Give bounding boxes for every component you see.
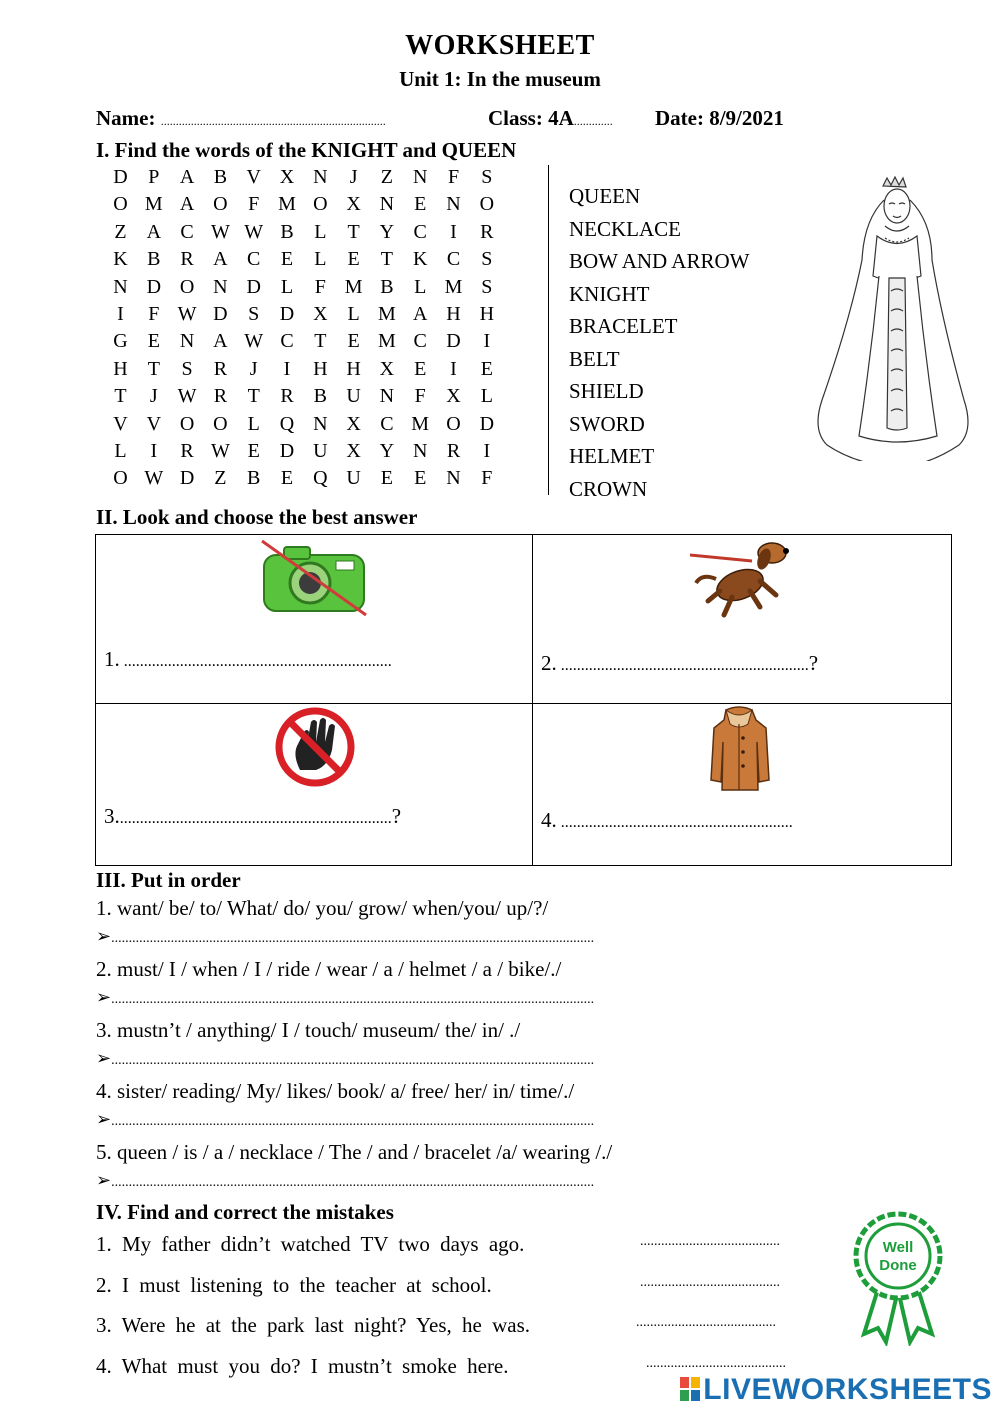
grid-letter[interactable]: T bbox=[247, 385, 260, 408]
grid-letter[interactable]: E bbox=[280, 248, 294, 271]
grid-letter[interactable]: A bbox=[146, 220, 162, 243]
grid-letter[interactable]: E bbox=[414, 357, 427, 380]
word-list-item: NECKLACE bbox=[569, 216, 681, 241]
grid-letter[interactable]: L bbox=[114, 440, 127, 462]
grid-letter[interactable]: N bbox=[179, 330, 195, 353]
grid-letter[interactable]: Y bbox=[379, 220, 395, 243]
grid-letter[interactable]: C bbox=[380, 412, 394, 435]
grid-letter[interactable]: S bbox=[481, 275, 493, 298]
answer-dots: .......................................................................................................................................... bbox=[111, 1175, 595, 1190]
grid-letter[interactable]: X bbox=[279, 166, 295, 188]
class-label: Class: 4A bbox=[488, 106, 574, 130]
grid-letter[interactable]: W bbox=[177, 385, 197, 408]
coat-icon bbox=[708, 704, 770, 794]
grid-letter[interactable]: K bbox=[113, 248, 128, 271]
grid-letter[interactable]: M bbox=[377, 330, 396, 353]
class-line bbox=[488, 106, 613, 131]
date-label: Date: 8/9/2021 bbox=[655, 106, 784, 130]
word-list-item: BOW AND ARROW bbox=[569, 249, 750, 273]
grid-letter[interactable]: O bbox=[179, 412, 195, 435]
grid-letter[interactable]: S bbox=[481, 166, 493, 188]
grid-letter[interactable]: N bbox=[412, 440, 428, 462]
grid-letter[interactable]: I bbox=[450, 357, 457, 380]
grid-letter[interactable]: O bbox=[213, 412, 228, 435]
grid-letter[interactable]: B bbox=[280, 220, 294, 243]
grid-letter[interactable]: M bbox=[278, 193, 296, 216]
well-done-badge bbox=[848, 1210, 948, 1346]
no-camera-icon bbox=[258, 537, 370, 617]
answer-dots: .......................................................................................................................................... bbox=[111, 931, 595, 946]
question-1[interactable]: 1. ................................................................... bbox=[104, 647, 392, 671]
grid-letter[interactable]: L bbox=[414, 275, 427, 298]
grid-letter[interactable]: F bbox=[447, 166, 460, 188]
grid-letter[interactable]: O bbox=[213, 193, 228, 216]
dog-icon bbox=[690, 535, 800, 623]
grid-letter[interactable]: M bbox=[144, 193, 163, 216]
grid-letter[interactable]: E bbox=[347, 330, 360, 353]
word-list-item: BELT bbox=[569, 346, 620, 371]
mistake-sentence: 3. Were he at the park last night? Yes, he was. bbox=[96, 1313, 530, 1337]
grid-letter[interactable]: S bbox=[481, 248, 493, 271]
grid-letter[interactable]: M bbox=[344, 275, 363, 298]
grid-letter[interactable]: N bbox=[113, 275, 128, 298]
grid-letter[interactable]: I bbox=[150, 440, 158, 462]
order-answer-line[interactable] bbox=[96, 987, 594, 1008]
grid-letter[interactable]: I bbox=[483, 440, 491, 462]
name-field[interactable]: ........................................................................... bbox=[160, 114, 386, 128]
grid-letter[interactable]: B bbox=[313, 385, 327, 408]
class-dots: ............. bbox=[573, 114, 613, 128]
word-list-item: SWORD bbox=[569, 411, 645, 436]
grid-letter[interactable]: L bbox=[480, 385, 493, 408]
grid-letter[interactable]: D bbox=[446, 330, 461, 353]
grid-letter[interactable]: Z bbox=[114, 220, 127, 243]
order-answer-line[interactable] bbox=[96, 926, 594, 947]
order-answer-line[interactable] bbox=[96, 1109, 594, 1130]
grid-letter[interactable]: H bbox=[479, 303, 495, 325]
grid-letter[interactable]: D bbox=[279, 440, 295, 462]
section3-heading: III. Put in order bbox=[96, 868, 241, 892]
grid-letter[interactable]: N bbox=[446, 193, 461, 216]
answer-dots: .......................................................................................................................................... bbox=[111, 1053, 595, 1068]
grid-letter[interactable]: N bbox=[379, 193, 395, 216]
word-list-item: BRACELET bbox=[569, 314, 678, 338]
grid-letter[interactable]: A bbox=[213, 330, 228, 353]
grid-letter[interactable]: O bbox=[179, 275, 195, 298]
order-question: 5. queen / is / a / necklace / The / and / bracelet /a/ wearing /./ bbox=[96, 1140, 613, 1164]
arrow-icon: ➢ bbox=[96, 1109, 112, 1129]
grid-letter[interactable]: O bbox=[113, 193, 128, 216]
grid-letter[interactable]: D bbox=[179, 467, 195, 490]
order-answer-line[interactable] bbox=[96, 1170, 594, 1191]
grid-letter[interactable]: B bbox=[213, 166, 228, 188]
grid-letter[interactable]: D bbox=[479, 412, 495, 435]
answer-dots: .......................................................................................................................................... bbox=[111, 992, 595, 1007]
grid-letter[interactable]: C bbox=[247, 248, 261, 271]
grid-letter[interactable]: H bbox=[113, 357, 128, 380]
order-question: 4. sister/ reading/ My/ likes/ book/ a/ free/ her/ in/ time/./ bbox=[96, 1079, 575, 1103]
grid-letter[interactable]: J bbox=[249, 357, 258, 380]
grid-letter[interactable]: V bbox=[146, 412, 162, 435]
no-touch-icon bbox=[274, 706, 356, 788]
order-question: 3. mustn’t / anything/ I / touch/ museum/ the/ in/ ./ bbox=[96, 1018, 521, 1042]
grid-letter[interactable]: E bbox=[347, 248, 360, 271]
grid-letter[interactable]: O bbox=[446, 412, 461, 435]
section4-heading: IV. Find and correct the mistakes bbox=[96, 1200, 394, 1224]
grid-letter[interactable]: A bbox=[412, 303, 428, 325]
correction-field[interactable]: ........................................ bbox=[636, 1315, 776, 1330]
grid-letter[interactable]: C bbox=[280, 330, 294, 353]
grid-letter[interactable]: D bbox=[279, 303, 295, 325]
grid-letter[interactable]: E bbox=[247, 440, 260, 462]
name-line bbox=[96, 106, 386, 131]
grid-letter[interactable]: T bbox=[380, 248, 393, 271]
section1-heading: I. Find the words of the KNIGHT and QUEEN bbox=[96, 138, 517, 162]
order-question: 2. must/ I / when / I / ride / wear / a / helmet / a / bike/./ bbox=[96, 957, 562, 981]
word-list-item: HELMET bbox=[569, 444, 655, 468]
grid-letter[interactable]: U bbox=[313, 440, 328, 462]
grid-letter[interactable]: E bbox=[147, 330, 160, 353]
correction-field[interactable]: ........................................ bbox=[646, 1355, 786, 1371]
queen-illustration bbox=[805, 176, 980, 461]
grid-letter[interactable]: W bbox=[210, 440, 230, 462]
grid-letter[interactable]: H bbox=[346, 357, 361, 380]
answer-dots: .......................................................................................................................................... bbox=[111, 1114, 595, 1129]
arrow-icon: ➢ bbox=[96, 926, 112, 946]
arrow-icon: ➢ bbox=[96, 1048, 112, 1068]
grid-letter[interactable]: D bbox=[213, 303, 228, 325]
arrow-icon: ➢ bbox=[96, 1170, 112, 1190]
answer-box-1 bbox=[95, 534, 533, 704]
grid-letter[interactable]: X bbox=[446, 385, 461, 408]
grid-letter[interactable]: M bbox=[377, 303, 396, 325]
grid-letter[interactable]: V bbox=[246, 166, 261, 188]
grid-letter[interactable]: O bbox=[313, 193, 328, 216]
grid-letter[interactable]: L bbox=[314, 220, 327, 243]
grid-letter[interactable]: B bbox=[247, 467, 261, 490]
grid-letter[interactable]: W bbox=[210, 220, 230, 243]
answer-box-4 bbox=[532, 703, 952, 866]
grid-letter[interactable]: R bbox=[180, 440, 194, 462]
arrow-icon: ➢ bbox=[96, 987, 112, 1007]
grid-letter[interactable]: D bbox=[246, 275, 261, 298]
question-2[interactable]: 2. ..............................................................? bbox=[541, 651, 819, 675]
grid-letter[interactable]: X bbox=[346, 193, 361, 216]
grid-letter[interactable]: L bbox=[314, 248, 327, 271]
grid-letter[interactable]: I bbox=[117, 303, 124, 325]
grid-letter[interactable]: H bbox=[313, 357, 328, 380]
question-4[interactable]: 4. .......................................................... bbox=[541, 808, 793, 832]
grid-letter[interactable]: K bbox=[412, 248, 428, 271]
answer-box-2 bbox=[532, 534, 952, 704]
grid-letter[interactable]: S bbox=[181, 357, 193, 380]
grid-letter[interactable]: R bbox=[280, 385, 294, 408]
grid-letter[interactable]: W bbox=[144, 467, 164, 490]
word-list-item: QUEEN bbox=[569, 184, 641, 208]
grid-letter[interactable]: T bbox=[347, 220, 360, 243]
grid-letter[interactable]: V bbox=[113, 412, 128, 435]
word-list-item: SHIELD bbox=[569, 379, 644, 403]
grid-letter[interactable]: X bbox=[379, 357, 395, 380]
grid-letter[interactable]: W bbox=[244, 330, 264, 353]
logo-text: LIVEWORKSHEETS bbox=[703, 1373, 992, 1406]
grid-letter[interactable]: F bbox=[481, 467, 493, 490]
grid-letter[interactable]: N bbox=[412, 166, 428, 188]
correction-field[interactable]: ........................................ bbox=[640, 1274, 780, 1290]
grid-letter[interactable]: A bbox=[213, 248, 228, 271]
grid-letter[interactable]: L bbox=[347, 303, 360, 325]
mistake-sentence: 4. What must you do? I mustn’t smoke here. bbox=[96, 1353, 509, 1378]
grid-letter[interactable]: S bbox=[248, 303, 260, 325]
grid-letter[interactable]: R bbox=[213, 385, 228, 408]
grid-letter[interactable]: N bbox=[379, 385, 395, 408]
grid-letter[interactable]: R bbox=[480, 220, 494, 243]
grid-letter[interactable]: D bbox=[146, 275, 162, 298]
grid-letter[interactable]: I bbox=[483, 330, 491, 353]
grid-letter[interactable]: L bbox=[280, 275, 294, 298]
grid-letter[interactable]: N bbox=[313, 412, 328, 435]
grid-letter[interactable]: Q bbox=[279, 412, 295, 435]
grid-letter[interactable]: O bbox=[113, 467, 128, 490]
grid-letter[interactable]: I bbox=[450, 220, 457, 243]
grid-letter[interactable]: C bbox=[413, 330, 427, 353]
grid-letter[interactable]: M bbox=[444, 275, 463, 298]
grid-letter[interactable]: Y bbox=[379, 440, 395, 462]
grid-letter[interactable]: X bbox=[346, 412, 361, 435]
grid-letter[interactable]: U bbox=[346, 385, 361, 408]
grid-letter[interactable]: E bbox=[280, 467, 294, 490]
grid-letter[interactable]: I bbox=[283, 357, 291, 380]
grid-letter[interactable]: B bbox=[380, 275, 394, 298]
liveworksheets-logo[interactable] bbox=[680, 1373, 992, 1407]
grid-letter[interactable]: R bbox=[446, 440, 461, 462]
grid-letter[interactable]: E bbox=[414, 467, 427, 490]
grid-letter[interactable]: L bbox=[247, 412, 260, 435]
grid-letter[interactable]: E bbox=[480, 357, 493, 380]
order-answer-line[interactable] bbox=[96, 1048, 594, 1069]
grid-letter[interactable]: C bbox=[180, 220, 194, 243]
grid-letter[interactable]: R bbox=[180, 248, 194, 271]
section2-heading: II. Look and choose the best answer bbox=[96, 505, 418, 529]
grid-letter[interactable]: Z bbox=[380, 166, 393, 188]
grid-letter[interactable]: H bbox=[446, 303, 461, 325]
grid-letter[interactable]: F bbox=[314, 275, 326, 298]
grid-letter[interactable]: W bbox=[177, 303, 197, 325]
grid-letter[interactable]: F bbox=[148, 303, 160, 325]
grid-letter[interactable]: N bbox=[446, 467, 461, 490]
grid-letter[interactable]: Q bbox=[313, 467, 328, 490]
grid-letter[interactable]: X bbox=[346, 440, 361, 462]
worksheet-title: WORKSHEET bbox=[405, 30, 595, 61]
grid-letter[interactable]: E bbox=[380, 467, 393, 490]
grid-letter[interactable]: E bbox=[414, 193, 427, 216]
grid-letter[interactable]: O bbox=[479, 193, 495, 216]
correction-field[interactable]: ........................................ bbox=[640, 1234, 780, 1249]
grid-letter[interactable]: Z bbox=[214, 467, 227, 490]
grid-letter[interactable]: W bbox=[244, 220, 264, 243]
word-list-item: KNIGHT bbox=[569, 281, 650, 306]
grid-letter[interactable]: F bbox=[248, 193, 260, 216]
word-list-item: CROWN bbox=[569, 476, 648, 501]
badge-line1: Well bbox=[882, 1239, 914, 1256]
grid-letter[interactable]: R bbox=[213, 357, 228, 380]
grid-letter[interactable]: A bbox=[179, 193, 195, 216]
question-3[interactable]: 3.....................................................................? bbox=[104, 804, 402, 828]
mistake-sentence: 1. My father didn’t watched TV two days ago. bbox=[96, 1232, 525, 1256]
badge-line2: Done bbox=[879, 1257, 917, 1274]
grid-letter[interactable]: F bbox=[414, 385, 426, 408]
logo-mark-icon bbox=[680, 1375, 700, 1399]
worksheet-subtitle: Unit 1: In the museum bbox=[399, 67, 601, 91]
grid-letter[interactable]: P bbox=[148, 166, 160, 188]
grid-letter[interactable]: T bbox=[147, 357, 160, 380]
grid-letter[interactable]: T bbox=[114, 385, 127, 408]
grid-letter[interactable]: N bbox=[313, 166, 328, 188]
grid-letter[interactable]: B bbox=[147, 248, 161, 271]
answer-box-3 bbox=[95, 703, 533, 866]
grid-letter[interactable]: G bbox=[113, 330, 128, 353]
grid-letter[interactable]: D bbox=[113, 166, 128, 188]
mistake-sentence: 2. I must listening to the teacher at school. bbox=[96, 1272, 492, 1297]
grid-letter[interactable]: X bbox=[313, 303, 328, 325]
grid-letter[interactable]: M bbox=[411, 412, 430, 435]
grid-letter[interactable]: T bbox=[314, 330, 327, 353]
grid-letter[interactable]: C bbox=[446, 248, 461, 271]
name-label: Name: bbox=[96, 106, 156, 130]
grid-letter[interactable]: J bbox=[149, 385, 158, 408]
grid-letter[interactable]: N bbox=[213, 275, 228, 298]
order-question: 1. want/ be/ to/ What/ do/ you/ grow/ when/you/ up/?/ bbox=[96, 896, 549, 920]
grid-letter[interactable]: A bbox=[179, 166, 195, 188]
grid-letter[interactable]: J bbox=[349, 166, 358, 188]
grid-letter[interactable]: C bbox=[413, 220, 427, 243]
grid-divider bbox=[548, 165, 549, 495]
grid-letter[interactable]: U bbox=[346, 467, 361, 490]
